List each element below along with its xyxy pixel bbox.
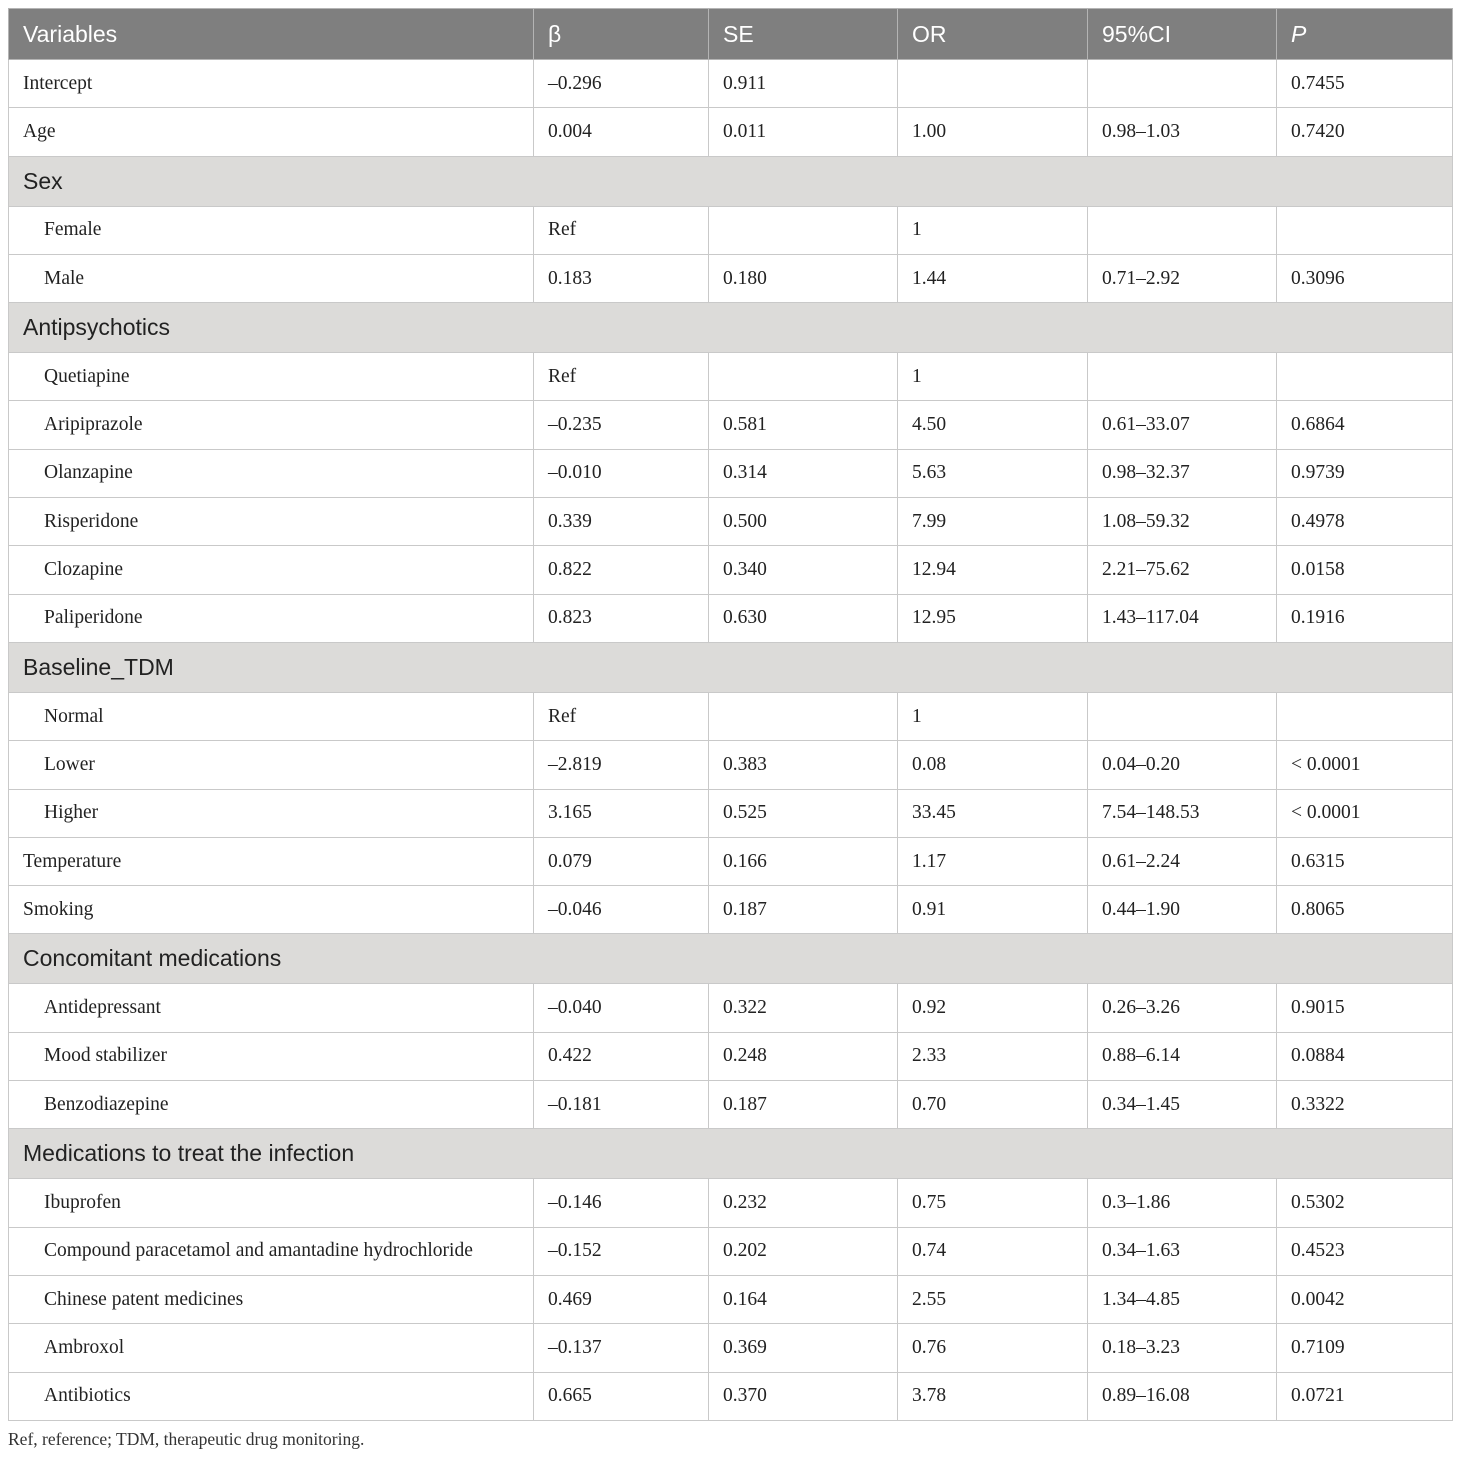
or-cell: 1.17 (898, 837, 1088, 885)
table-header-row (9, 9, 1453, 60)
beta-cell: 0.822 (534, 546, 709, 594)
or-cell: 0.75 (898, 1179, 1088, 1227)
variable-cell: Clozapine (9, 546, 534, 594)
regression-table (8, 8, 1453, 1421)
p-value-cell: < 0.0001 (1277, 789, 1453, 837)
or-cell: 7.99 (898, 498, 1088, 546)
variable-cell: Female (9, 206, 534, 254)
ci-cell: 1.08–59.32 (1088, 498, 1277, 546)
column-header-variables: Variables (9, 9, 534, 60)
p-value-cell: 0.7109 (1277, 1324, 1453, 1372)
section-row (9, 934, 1453, 984)
p-value-cell (1277, 692, 1453, 740)
or-cell: 1 (898, 692, 1088, 740)
section-row (9, 642, 1453, 692)
section-label: Sex (9, 156, 1453, 206)
beta-cell: –0.296 (534, 60, 709, 108)
se-cell: 0.383 (709, 741, 898, 789)
table-row (9, 1179, 1453, 1227)
ci-cell: 0.98–1.03 (1088, 108, 1277, 156)
or-cell: 2.33 (898, 1032, 1088, 1080)
ci-cell: 0.44–1.90 (1088, 886, 1277, 934)
column-header-beta: β (534, 9, 709, 60)
ci-cell: 0.98–32.37 (1088, 449, 1277, 497)
or-cell (898, 60, 1088, 108)
beta-cell: Ref (534, 206, 709, 254)
p-value-cell: 0.7455 (1277, 60, 1453, 108)
p-value-cell: 0.7420 (1277, 108, 1453, 156)
or-cell: 1 (898, 353, 1088, 401)
beta-cell: Ref (534, 692, 709, 740)
or-cell: 1.00 (898, 108, 1088, 156)
ci-cell: 0.89–16.08 (1088, 1372, 1277, 1420)
p-value-cell: 0.0158 (1277, 546, 1453, 594)
column-header-se: SE (709, 9, 898, 60)
beta-cell: 0.823 (534, 594, 709, 642)
table-row (9, 546, 1453, 594)
beta-cell: –0.137 (534, 1324, 709, 1372)
variable-cell: Normal (9, 692, 534, 740)
ci-cell (1088, 692, 1277, 740)
variable-cell: Paliperidone (9, 594, 534, 642)
section-label: Concomitant medications (9, 934, 1453, 984)
table-row (9, 1372, 1453, 1420)
table-row (9, 449, 1453, 497)
variable-cell: Intercept (9, 60, 534, 108)
p-value-cell: 0.0721 (1277, 1372, 1453, 1420)
ci-cell: 2.21–75.62 (1088, 546, 1277, 594)
or-cell: 0.08 (898, 741, 1088, 789)
ci-cell: 0.04–0.20 (1088, 741, 1277, 789)
beta-cell: 0.079 (534, 837, 709, 885)
se-cell: 0.911 (709, 60, 898, 108)
ci-cell: 0.61–33.07 (1088, 401, 1277, 449)
variable-cell: Compound paracetamol and amantadine hydrochloride (9, 1227, 534, 1275)
beta-cell: –0.152 (534, 1227, 709, 1275)
ci-cell: 1.34–4.85 (1088, 1275, 1277, 1323)
se-cell: 0.340 (709, 546, 898, 594)
or-cell: 2.55 (898, 1275, 1088, 1323)
beta-cell: –2.819 (534, 741, 709, 789)
se-cell: 0.314 (709, 449, 898, 497)
section-row (9, 1129, 1453, 1179)
ci-cell: 0.88–6.14 (1088, 1032, 1277, 1080)
table-row (9, 594, 1453, 642)
ci-cell: 1.43–117.04 (1088, 594, 1277, 642)
or-cell: 1 (898, 206, 1088, 254)
table-row (9, 254, 1453, 302)
or-cell: 3.78 (898, 1372, 1088, 1420)
table-row (9, 1324, 1453, 1372)
ci-cell: 0.18–3.23 (1088, 1324, 1277, 1372)
beta-cell: 0.665 (534, 1372, 709, 1420)
column-header-ci: 95%CI (1088, 9, 1277, 60)
table-row (9, 1227, 1453, 1275)
beta-cell: 0.422 (534, 1032, 709, 1080)
table-row (9, 1081, 1453, 1129)
se-cell: 0.630 (709, 594, 898, 642)
table-row (9, 353, 1453, 401)
p-value-cell: 0.5302 (1277, 1179, 1453, 1227)
table-row (9, 108, 1453, 156)
ci-cell: 0.26–3.26 (1088, 984, 1277, 1032)
p-value-cell (1277, 353, 1453, 401)
p-value-cell: 0.1916 (1277, 594, 1453, 642)
table-row (9, 886, 1453, 934)
or-cell: 33.45 (898, 789, 1088, 837)
variable-cell: Ambroxol (9, 1324, 534, 1372)
table-footnote: Ref, reference; TDM, therapeutic drug monitoring. (8, 1429, 365, 1449)
variable-cell: Antidepressant (9, 984, 534, 1032)
se-cell: 0.011 (709, 108, 898, 156)
p-value-cell: 0.9739 (1277, 449, 1453, 497)
table-row (9, 1032, 1453, 1080)
variable-cell: Ibuprofen (9, 1179, 534, 1227)
beta-cell: –0.046 (534, 886, 709, 934)
se-cell: 0.370 (709, 1372, 898, 1420)
or-cell: 0.74 (898, 1227, 1088, 1275)
p-value-cell: 0.6315 (1277, 837, 1453, 885)
beta-cell: 3.165 (534, 789, 709, 837)
section-row (9, 303, 1453, 353)
table-row (9, 692, 1453, 740)
ci-cell: 0.34–1.45 (1088, 1081, 1277, 1129)
se-cell: 0.322 (709, 984, 898, 1032)
p-value-cell: 0.0884 (1277, 1032, 1453, 1080)
variable-cell: Smoking (9, 886, 534, 934)
se-cell (709, 353, 898, 401)
beta-cell: 0.469 (534, 1275, 709, 1323)
beta-cell: Ref (534, 353, 709, 401)
table-row (9, 1275, 1453, 1323)
se-cell: 0.525 (709, 789, 898, 837)
variable-cell: Mood stabilizer (9, 1032, 534, 1080)
variable-cell: Olanzapine (9, 449, 534, 497)
table-row (9, 401, 1453, 449)
variable-cell: Male (9, 254, 534, 302)
column-header-p: P (1277, 9, 1453, 60)
p-value-cell: 0.4523 (1277, 1227, 1453, 1275)
ci-cell: 0.61–2.24 (1088, 837, 1277, 885)
section-label: Medications to treat the infection (9, 1129, 1453, 1179)
ci-cell: 0.3–1.86 (1088, 1179, 1277, 1227)
se-cell (709, 206, 898, 254)
p-value-cell: < 0.0001 (1277, 741, 1453, 789)
or-cell: 4.50 (898, 401, 1088, 449)
se-cell: 0.581 (709, 401, 898, 449)
table-row (9, 498, 1453, 546)
variable-cell: Aripiprazole (9, 401, 534, 449)
se-cell: 0.180 (709, 254, 898, 302)
variable-cell: Antibiotics (9, 1372, 534, 1420)
variable-cell: Temperature (9, 837, 534, 885)
beta-cell: 0.183 (534, 254, 709, 302)
table-row (9, 60, 1453, 108)
ci-cell: 0.34–1.63 (1088, 1227, 1277, 1275)
section-row (9, 156, 1453, 206)
se-cell: 0.166 (709, 837, 898, 885)
or-cell: 1.44 (898, 254, 1088, 302)
p-value-cell: 0.3096 (1277, 254, 1453, 302)
p-value-cell: 0.0042 (1277, 1275, 1453, 1323)
table-row (9, 984, 1453, 1032)
variable-cell: Risperidone (9, 498, 534, 546)
variable-cell: Benzodiazepine (9, 1081, 534, 1129)
variable-cell: Chinese patent medicines (9, 1275, 534, 1323)
p-value-cell: 0.8065 (1277, 886, 1453, 934)
beta-cell: 0.339 (534, 498, 709, 546)
or-cell: 0.92 (898, 984, 1088, 1032)
se-cell: 0.500 (709, 498, 898, 546)
beta-cell: –0.010 (534, 449, 709, 497)
table-row (9, 837, 1453, 885)
or-cell: 5.63 (898, 449, 1088, 497)
se-cell: 0.164 (709, 1275, 898, 1323)
beta-cell: –0.040 (534, 984, 709, 1032)
se-cell: 0.202 (709, 1227, 898, 1275)
variable-cell: Quetiapine (9, 353, 534, 401)
p-value-cell (1277, 206, 1453, 254)
beta-cell: –0.181 (534, 1081, 709, 1129)
variable-cell: Higher (9, 789, 534, 837)
variable-cell: Lower (9, 741, 534, 789)
se-cell: 0.187 (709, 886, 898, 934)
se-cell (709, 692, 898, 740)
or-cell: 0.91 (898, 886, 1088, 934)
column-header-or: OR (898, 9, 1088, 60)
se-cell: 0.232 (709, 1179, 898, 1227)
se-cell: 0.369 (709, 1324, 898, 1372)
table-row (9, 206, 1453, 254)
beta-cell: 0.004 (534, 108, 709, 156)
variable-cell: Age (9, 108, 534, 156)
or-cell: 0.70 (898, 1081, 1088, 1129)
se-cell: 0.248 (709, 1032, 898, 1080)
table-row (9, 789, 1453, 837)
ci-cell: 0.71–2.92 (1088, 254, 1277, 302)
or-cell: 12.95 (898, 594, 1088, 642)
ci-cell (1088, 60, 1277, 108)
p-value-cell: 0.6864 (1277, 401, 1453, 449)
p-value-cell: 0.9015 (1277, 984, 1453, 1032)
p-value-cell: 0.3322 (1277, 1081, 1453, 1129)
p-value-cell: 0.4978 (1277, 498, 1453, 546)
beta-cell: –0.146 (534, 1179, 709, 1227)
or-cell: 0.76 (898, 1324, 1088, 1372)
beta-cell: –0.235 (534, 401, 709, 449)
table-row (9, 741, 1453, 789)
se-cell: 0.187 (709, 1081, 898, 1129)
ci-cell (1088, 206, 1277, 254)
ci-cell: 7.54–148.53 (1088, 789, 1277, 837)
ci-cell (1088, 353, 1277, 401)
section-label: Baseline_TDM (9, 642, 1453, 692)
section-label: Antipsychotics (9, 303, 1453, 353)
or-cell: 12.94 (898, 546, 1088, 594)
